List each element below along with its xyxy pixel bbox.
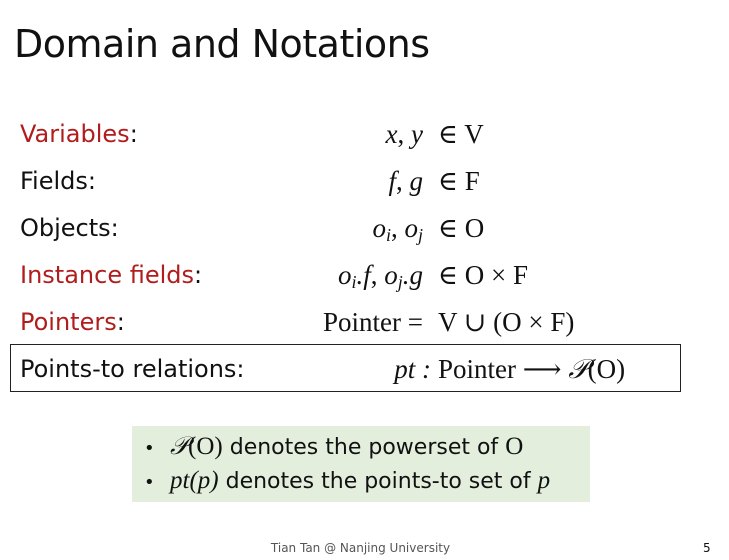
fields-set: ∈ F [438,166,480,196]
objects-set: ∈ O [438,213,485,243]
note-item-powerset: • 𝒫(O) denotes the powerset of O [144,430,523,464]
objects-expr: $o_i$, $o_j$ [372,213,423,245]
bullet-icon: • [144,472,155,493]
slide-footer: Tian Tan @ Nanjing University [270,541,451,555]
bullet-icon: • [144,438,155,459]
objects-label: Objects: [20,214,119,242]
row-points-to [0,349,729,389]
note-item-points-to-set: • pt(p) denotes the points-to set of p [144,464,550,498]
row-fields [0,161,729,201]
instance-fields-label: Instance fields: [20,261,203,289]
row-pointers [0,302,729,342]
row-objects [0,208,729,248]
variables-set: ∈ V [438,119,484,149]
variables-expr: x, y [385,119,423,149]
instance-fields-set: ∈ O × F [438,260,528,290]
points-to-expr: pt : [394,354,431,384]
points-to-label: Points-to relations: [20,355,245,383]
instance-fields-expr: $o_i.f$, $o_j.g$ [337,260,423,292]
points-to-set: Pointer ⟶ 𝒫(O) [438,354,626,385]
pointers-label: Pointers: [20,308,125,336]
fields-expr: f, g [388,166,423,196]
pointers-expr: Pointer = [323,307,423,337]
pointers-set: V ∪ (O × F) [438,307,575,337]
row-variables [0,114,729,154]
row-instance-fields [0,255,729,295]
variables-label: Variables: [20,120,138,148]
fields-label: Fields: [20,167,96,195]
notes-box [132,426,590,502]
page-number: 5 [703,541,711,555]
slide-title: Domain and Notations [14,22,430,66]
